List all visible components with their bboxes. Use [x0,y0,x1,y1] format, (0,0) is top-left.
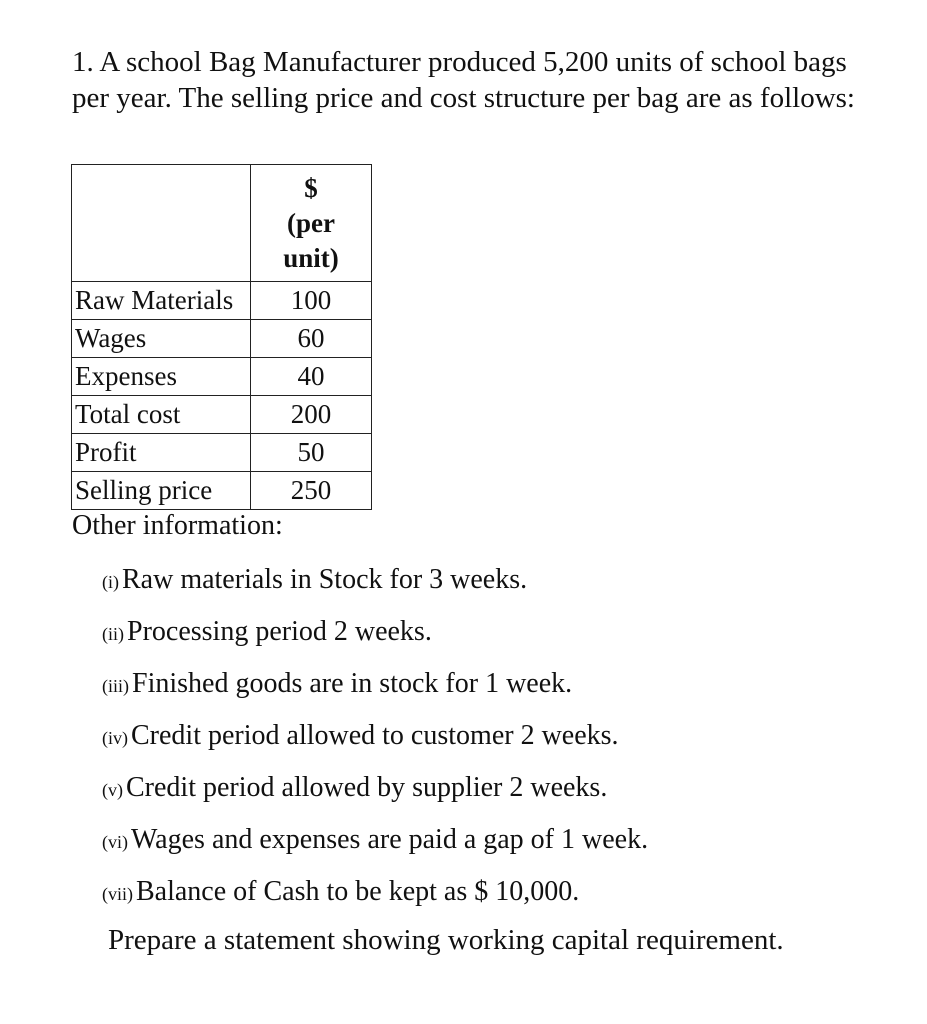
other-information-heading: Other information: [72,510,283,541]
table-header-per-unit [251,165,372,282]
row-value: 250 [251,472,372,510]
table-row [72,358,372,396]
item-number: (v) [102,780,123,800]
list-item [102,718,648,770]
row-label: Total cost [72,396,251,434]
list-item [102,666,648,718]
table-row [72,396,372,434]
item-text: Credit period allowed to customer 2 weeks. [131,720,619,751]
row-label: Expenses [72,358,251,396]
header-unit: unit) [283,242,339,273]
item-text: Finished goods are in stock for 1 week. [132,668,573,699]
row-value: 200 [251,396,372,434]
row-value: 50 [251,434,372,472]
row-label: Profit [72,434,251,472]
row-value: 100 [251,282,372,320]
list-item [102,874,648,926]
header-per: (per [287,207,335,238]
table-header-row [72,165,372,282]
table-row [72,320,372,358]
item-number: (iii) [102,676,129,696]
item-number: (vii) [102,884,133,904]
item-text: Wages and expenses are paid a gap of 1 week. [131,824,649,855]
header-currency: $ [304,172,318,203]
row-label: Raw Materials [72,282,251,320]
question-text: 1. A school Bag Manufacturer produced 5,200 units of school bags per year. The selling price and cost structure per bag are as follows: [72,46,855,114]
instruction-text: Prepare a statement showing working capital requirement. [108,924,784,956]
item-number: (iv) [102,728,128,748]
cost-structure-table [71,164,372,510]
table-row [72,434,372,472]
item-text: Processing period 2 weeks. [127,616,432,647]
list-item [102,770,648,822]
table-row [72,472,372,510]
list-item [102,562,648,614]
item-number: (i) [102,572,119,592]
item-text: Credit period allowed by supplier 2 weeks. [126,772,608,803]
row-label: Wages [72,320,251,358]
list-item [102,822,648,874]
table-row [72,282,372,320]
item-text: Balance of Cash to be kept as $ 10,000. [136,876,580,907]
list-item [102,614,648,666]
row-value: 60 [251,320,372,358]
row-value: 40 [251,358,372,396]
item-number: (ii) [102,624,124,644]
row-label: Selling price [72,472,251,510]
table-header-blank [72,165,251,282]
item-number: (vi) [102,832,128,852]
item-text: Raw materials in Stock for 3 weeks. [122,564,528,595]
other-information-list [102,562,648,926]
